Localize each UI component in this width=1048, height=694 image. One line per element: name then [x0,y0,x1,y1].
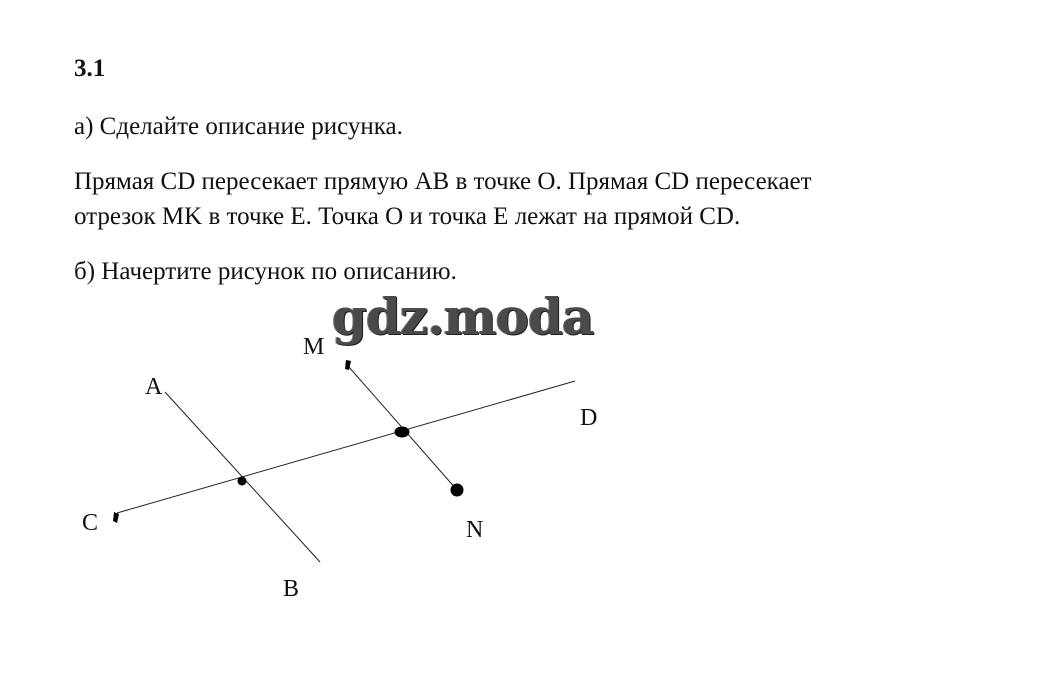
point-e [395,427,410,438]
description-line-2: отрезок MK в точке E. Точка O и точка E лежат на прямой CD. [74,203,741,230]
point-o [238,477,247,486]
label-d: D [580,405,598,431]
point-c [113,512,119,523]
watermark-logo: gdz.moda [332,287,594,346]
point-n [451,484,464,497]
label-n: N [466,517,484,543]
label-a: A [145,374,163,400]
part-a-heading: а) Сделайте описание рисунка. [74,113,403,140]
line-cd [117,381,575,513]
task-number: 3.1 [74,55,106,82]
label-b: B [283,576,300,602]
label-c: C [82,510,99,536]
label-m: M [303,334,325,360]
part-b-heading: б) Начертите рисунок по описанию. [74,258,457,285]
description-line-1: Прямая CD пересекает прямую AB в точке O. Прямая CD пересекает [74,168,812,195]
